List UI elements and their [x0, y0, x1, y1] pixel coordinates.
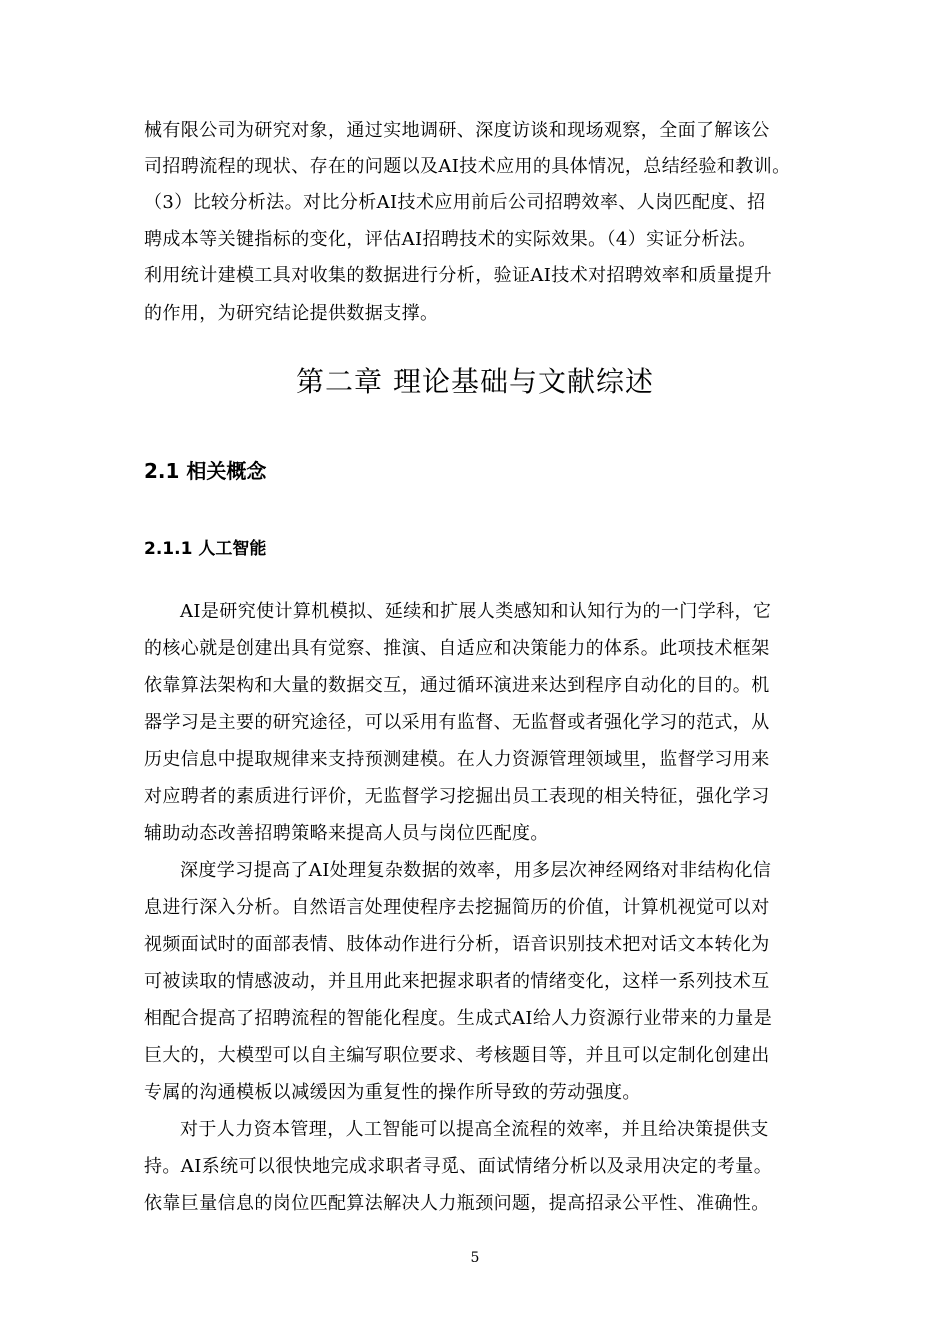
section-heading: 2.1 相关概念	[144, 459, 267, 483]
text-line: 巨大的，大模型可以自主编写职位要求、考核题目等，并且可以定制化创建出	[144, 1045, 770, 1066]
text-line: 利用统计建模工具对收集的数据进行分析，验证AI技术对招聘效率和质量提升	[144, 265, 773, 286]
text-line: 器学习是主要的研究途径，可以采用有监督、无监督或者强化学习的范式，从	[144, 712, 770, 733]
text-line: AI是研究使计算机模拟、延续和扩展人类感知和认知行为的一门学科，它	[180, 601, 772, 622]
text-line: 视频面试时的面部表情、肢体动作进行分析，语音识别技术把对话文本转化为	[144, 934, 770, 955]
text-line: 息进行深入分析。自然语言处理使程序去挖掘简历的价值，计算机视觉可以对	[144, 897, 770, 918]
text-line: 可被读取的情感波动，并且用此来把握求职者的情绪变化，这样一系列技术互	[144, 971, 770, 992]
text-line: 对应聘者的素质进行评价，无监督学习挖掘出员工表现的相关特征，强化学习	[144, 786, 770, 807]
text-line: 的核心就是创建出具有觉察、推演、自适应和决策能力的体系。此项技术框架	[144, 638, 770, 659]
text-line: （3）比较分析法。对比分析AI技术应用前后公司招聘效率、人岗匹配度、招	[144, 192, 766, 213]
text-line: 相配合提高了招聘流程的智能化程度。生成式AI给人力资源行业带来的力量是	[144, 1008, 773, 1029]
text-line: 持。AI系统可以很快地完成求职者寻觅、面试情绪分析以及录用决定的考量。	[144, 1156, 773, 1177]
text-line: 司招聘流程的现状、存在的问题以及AI技术应用的具体情况，总结经验和教训。	[144, 156, 791, 177]
chapter-title: 第二章 理论基础与文献综述	[296, 365, 654, 398]
text-line: 依靠算法架构和大量的数据交互，通过循环演进来达到程序自动化的目的。机	[144, 675, 770, 696]
page-number: 5	[470, 1250, 480, 1266]
text-line: 辅助动态改善招聘策略来提高人员与岗位匹配度。	[144, 823, 549, 844]
subsection-heading: 2.1.1 人工智能	[144, 539, 267, 559]
text-line: 的作用，为研究结论提供数据支撑。	[144, 303, 439, 324]
text-line: 历史信息中提取规律来支持预测建模。在人力资源管理领域里，监督学习用来	[144, 749, 770, 770]
text-line: 依靠巨量信息的岗位匹配算法解决人力瓶颈问题，提高招录公平性、准确性。	[144, 1193, 770, 1214]
text-line: 聘成本等关键指标的变化，评估AI招聘技术的实际效果。（4）实证分析法。	[144, 229, 757, 250]
text-line: 对于人力资本管理，人工智能可以提高全流程的效率，并且给决策提供支	[180, 1119, 769, 1140]
text-line: 深度学习提高了AI处理复杂数据的效率，用多层次神经网络对非结构化信	[180, 860, 772, 881]
text-line: 械有限公司为研究对象，通过实地调研、深度访谈和现场观察，全面了解该公	[144, 120, 770, 141]
text-line: 专属的沟通模板以减缓因为重复性的操作所导致的劳动强度。	[144, 1082, 641, 1103]
